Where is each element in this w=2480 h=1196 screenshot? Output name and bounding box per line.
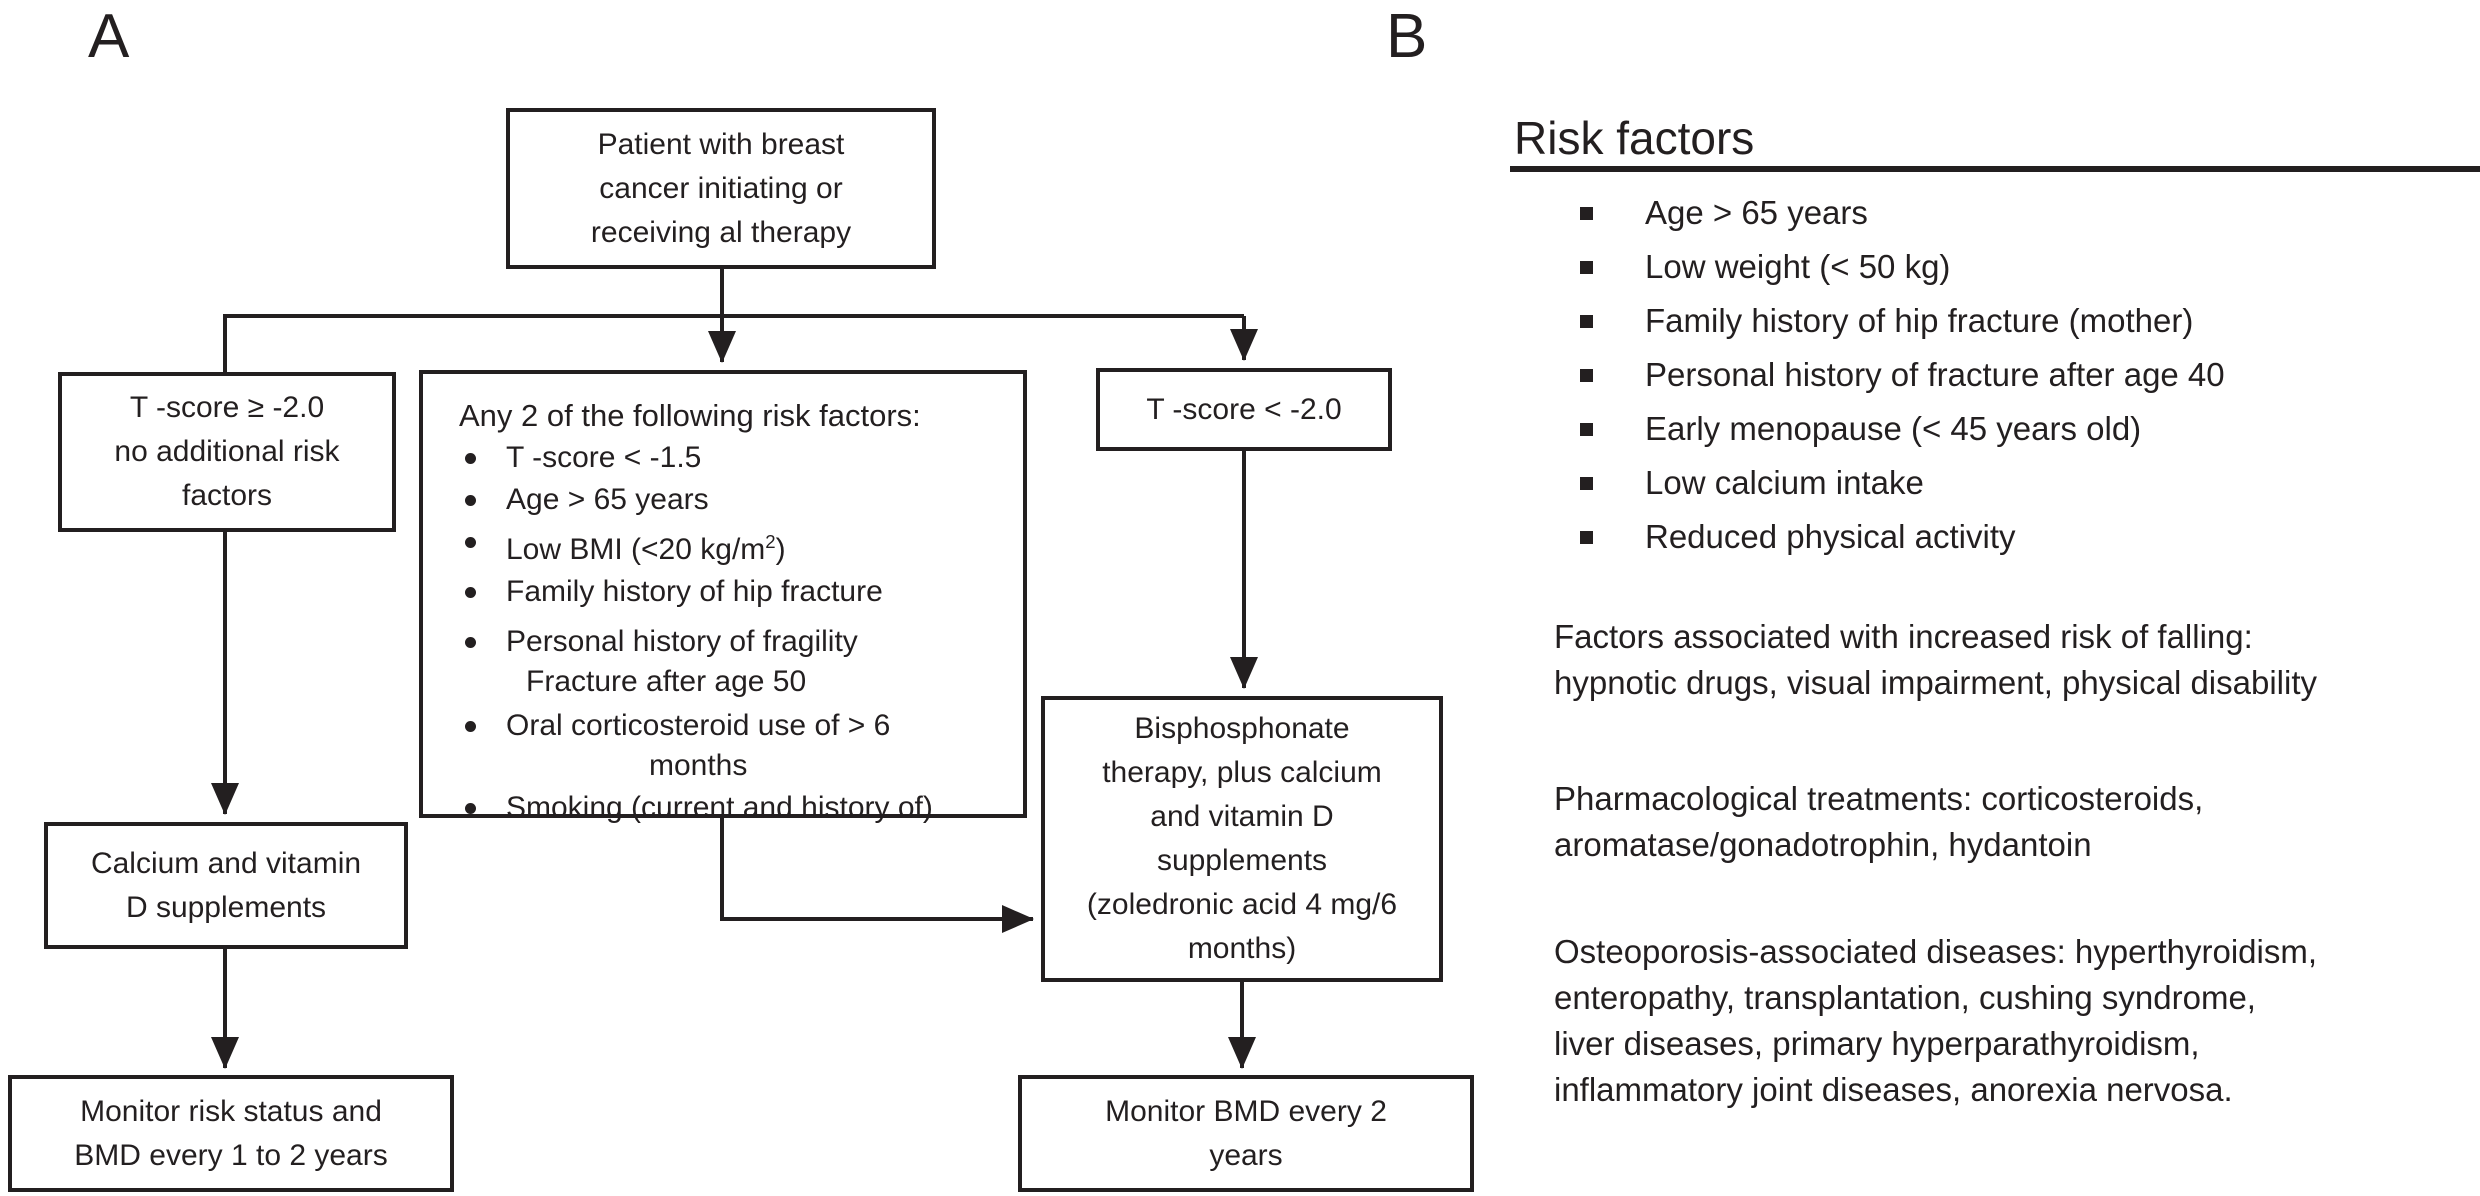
list-item: Early menopause (< 45 years old) (1580, 402, 2225, 456)
node-text: factors (181, 479, 273, 512)
node-text: Monitor risk status and (80, 1094, 382, 1128)
panel-a-label: A (88, 2, 130, 71)
bullet-dot-icon (465, 495, 476, 506)
bullet-dot-icon (465, 587, 476, 598)
node-text: Calcium and vitamin (90, 846, 362, 880)
node-tscore-lt (1096, 368, 1392, 451)
bullet-square-icon (1580, 207, 1593, 220)
node-text: and vitamin D (1150, 800, 1334, 833)
node-text: cancer initiating or (599, 171, 843, 205)
risk-item (459, 572, 1013, 612)
node-text: BMD every 1 to 2 years (74, 1138, 388, 1172)
bullet-dot-icon (465, 721, 476, 732)
risk-item-text: T -score < -1.5 (506, 441, 702, 474)
bullet-square-icon (1580, 477, 1593, 490)
node-text: no additional risk (114, 435, 340, 468)
node-text: years (1209, 1138, 1283, 1172)
node-calcium (44, 822, 408, 949)
node-risk-factors (419, 370, 1027, 824)
risk-item-text: Low BMI (<20 $kg/m^2$) (506, 531, 786, 566)
list-item: Personal history of fracture after age 40 (1580, 348, 2225, 402)
falling-risk-paragraph: Factors associated with increased risk of falling: hypnotic drugs, visual impairment, physical disability (1554, 618, 2317, 701)
node-patient (506, 108, 936, 269)
panel-b-label: B (1386, 2, 1428, 71)
bullet-dot-icon (465, 453, 476, 464)
node-text: supplements (1156, 844, 1328, 877)
osteoporosis-diseases-paragraph: Osteoporosis-associated diseases: hyperthyroidism, enteropathy, transplantation, cushing syndrome, liver diseases, primary hyperparathyroidism, inflammatory joint diseases, anorexia nervosa. (1554, 933, 2318, 1108)
list-item: Reduced physical activity (1580, 510, 2225, 564)
bullet-square-icon (1580, 315, 1593, 328)
risk-factors-list (1580, 186, 2225, 564)
node-text: therapy, plus calcium (1102, 756, 1382, 789)
bullet-dot-icon (465, 637, 476, 648)
node-text: Monitor BMD every 2 (1105, 1094, 1387, 1128)
node-bisphosphonate (1041, 696, 1443, 982)
risk-item (459, 706, 1013, 786)
riskbox-to-bisphosphonate-arrow (722, 816, 1033, 919)
bullet-dot-icon (465, 803, 476, 814)
node-monitor-bmd (1018, 1075, 1474, 1192)
risk-item-text: Personal history of fragility Fracture after age 50 (506, 625, 858, 698)
risk-box-heading: Any 2 of the following risk factors: (459, 398, 921, 433)
node-text: D supplements (125, 890, 327, 924)
risk-item-text: Oral corticosteroid use of > 6 months (506, 709, 891, 782)
node-monitor-risk-bmd (8, 1075, 454, 1192)
risk-item (459, 788, 1013, 828)
pharmacological-paragraph: Pharmacological treatments: corticosteroids, aromatase/gonadotrophin, hydantoin (1554, 780, 2204, 863)
heading-underline (1510, 166, 2480, 172)
node-text: T -score < -2.0 (1146, 392, 1342, 426)
node-text: receiving al therapy (590, 215, 852, 249)
list-item: Low calcium intake (1580, 456, 2225, 510)
node-tscore-ge (58, 372, 396, 532)
node-text: Bisphosphonate (1134, 712, 1350, 745)
bullet-square-icon (1580, 261, 1593, 274)
bullet-dot-icon (465, 537, 476, 548)
risk-item (459, 622, 1013, 702)
list-item: Low weight (< 50 kg) (1580, 240, 2225, 294)
node-text: (zoledronic acid 4 mg/6 (1086, 888, 1398, 921)
risk-factors-heading: Risk factors (1514, 112, 1755, 164)
risk-item-text: Family history of hip fracture (506, 575, 883, 608)
superscript: 2 (765, 531, 776, 552)
risk-item (459, 438, 1013, 478)
risk-item-text: Smoking (current and history of) (506, 791, 933, 824)
node-text: T -score ≥ -2.0 (129, 391, 325, 424)
node-text: Patient with breast (597, 127, 845, 161)
bullet-square-icon (1580, 531, 1593, 544)
node-text: months) (1187, 932, 1297, 965)
risk-item (459, 480, 1013, 520)
bullet-square-icon (1580, 423, 1593, 436)
list-item: Age > 65 years (1580, 186, 2225, 240)
risk-item (459, 522, 1013, 570)
risk-item-text: Age > 65 years (506, 483, 709, 516)
list-item: Family history of hip fracture (mother) (1580, 294, 2225, 348)
bullet-square-icon (1580, 369, 1593, 382)
